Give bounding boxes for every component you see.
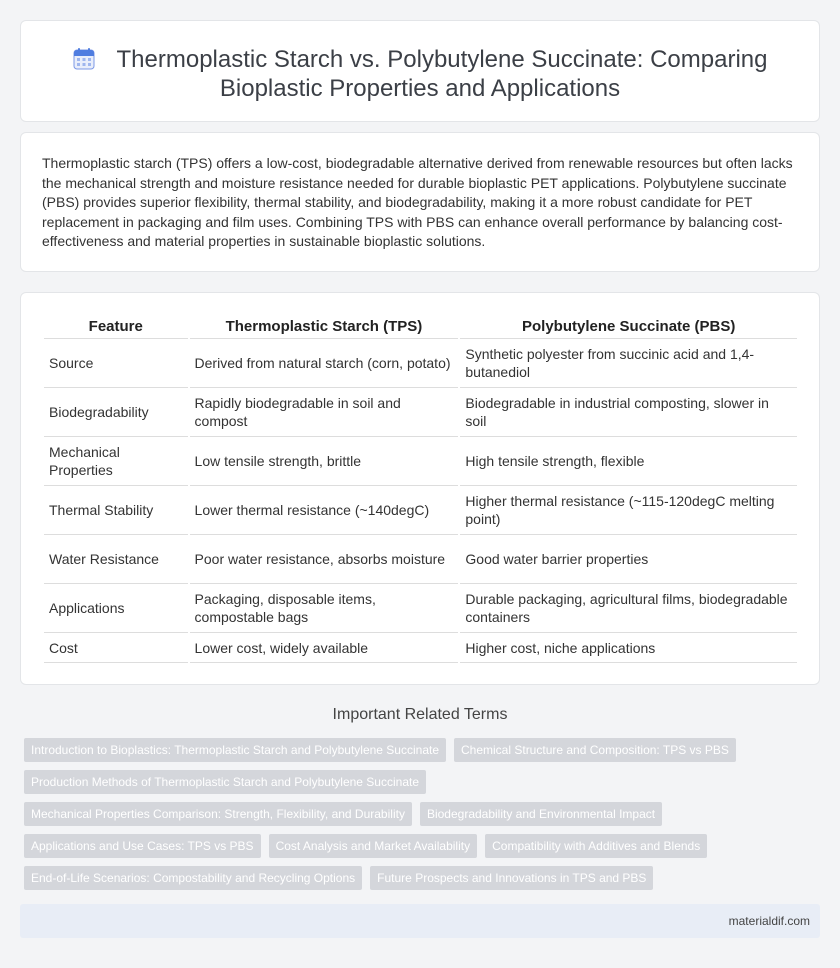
footer [20, 904, 820, 938]
table-row [44, 339, 797, 388]
tps-cell: Poor water resistance, absorbs moisture [190, 535, 459, 584]
feature-cell: Applications [44, 584, 188, 633]
footer-site-link[interactable]: materialdif.com [728, 914, 810, 928]
related-term-tag[interactable]: Applications and Use Cases: TPS vs PBS [24, 834, 261, 858]
calendar-icon [73, 48, 95, 70]
related-term-tag[interactable]: Mechanical Properties Comparison: Strength, Flexibility, and Durability [24, 802, 412, 826]
pbs-cell: Higher thermal resistance (~115-120degC melting point) [460, 486, 797, 535]
feature-cell: Mechanical Properties [44, 437, 188, 486]
related-term-tag[interactable]: Biodegradability and Environmental Impact [420, 802, 662, 826]
related-term-tag[interactable]: Introduction to Bioplastics: Thermoplastic Starch and Polybutylene Succinate [24, 738, 446, 762]
related-term-tag[interactable]: Compatibility with Additives and Blends [485, 834, 707, 858]
comparison-table [42, 311, 799, 663]
table-row [44, 633, 797, 663]
tag-row [24, 866, 824, 890]
header-tps: Thermoplastic Starch (TPS) [190, 311, 459, 339]
page-title-text: Thermoplastic Starch vs. Polybutylene Succinate: Comparing Bioplastic Properties and Applications [116, 46, 768, 102]
feature-cell: Thermal Stability [44, 486, 188, 535]
related-terms-title: Important Related Terms [332, 706, 508, 723]
header-pbs: Polybutylene Succinate (PBS) [460, 311, 797, 339]
related-term-tag[interactable]: Future Prospects and Innovations in TPS and PBS [370, 866, 653, 890]
header-card [20, 20, 820, 122]
related-term-tag[interactable]: Cost Analysis and Market Availability [269, 834, 478, 858]
summary-text: Thermoplastic starch (TPS) offers a low-cost, biodegradable alternative derived from renewable resources but often lacks the mechanical strength and moisture resistance needed for durable bioplastic PET applications. Polybutylene succinate (PBS) provides superior flexibility, thermal stability, and biodegradability, making it a more robust candidate for PET replacement in packaging and film uses. Combining TPS with PBS can enhance overall performance by balancing cost-effectiveness and material properties in sustainable bioplastic solutions. [42, 155, 793, 250]
tps-cell: Low tensile strength, brittle [190, 437, 459, 486]
pbs-cell: Biodegradable in industrial composting, slower in soil [460, 388, 797, 437]
table-row [44, 584, 797, 633]
tag-row [24, 738, 824, 762]
table-row [44, 437, 797, 486]
table-header-row [44, 311, 797, 339]
feature-cell: Cost [44, 633, 188, 663]
tps-cell: Rapidly biodegradable in soil and compost [190, 388, 459, 437]
header-feature: Feature [44, 311, 188, 339]
feature-cell: Water Resistance [44, 535, 188, 584]
pbs-cell: High tensile strength, flexible [460, 437, 797, 486]
comparison-card [20, 292, 820, 685]
pbs-cell: Synthetic polyester from succinic acid and 1,4-butanediol [460, 339, 797, 388]
summary-card [20, 132, 820, 272]
tps-cell: Packaging, disposable items, compostable bags [190, 584, 459, 633]
title-wrap [21, 45, 819, 103]
table-row [44, 486, 797, 535]
tag-row [24, 802, 824, 826]
related-term-tag[interactable]: End-of-Life Scenarios: Compostability and Recycling Options [24, 866, 362, 890]
pbs-cell: Durable packaging, agricultural films, biodegradable containers [460, 584, 797, 633]
tag-row [24, 834, 824, 858]
feature-cell: Source [44, 339, 188, 388]
related-terms-tags [24, 738, 824, 898]
page-title [21, 45, 819, 103]
pbs-cell: Good water barrier properties [460, 535, 797, 584]
tps-cell: Lower thermal resistance (~140degC) [190, 486, 459, 535]
table-row [44, 388, 797, 437]
table-row [44, 535, 797, 584]
related-term-tag[interactable]: Chemical Structure and Composition: TPS vs PBS [454, 738, 736, 762]
tps-cell: Derived from natural starch (corn, potato) [190, 339, 459, 388]
pbs-cell: Higher cost, niche applications [460, 633, 797, 663]
tag-row [24, 770, 824, 794]
tps-cell: Lower cost, widely available [190, 633, 459, 663]
related-term-tag[interactable]: Production Methods of Thermoplastic Starch and Polybutylene Succinate [24, 770, 426, 794]
feature-cell: Biodegradability [44, 388, 188, 437]
